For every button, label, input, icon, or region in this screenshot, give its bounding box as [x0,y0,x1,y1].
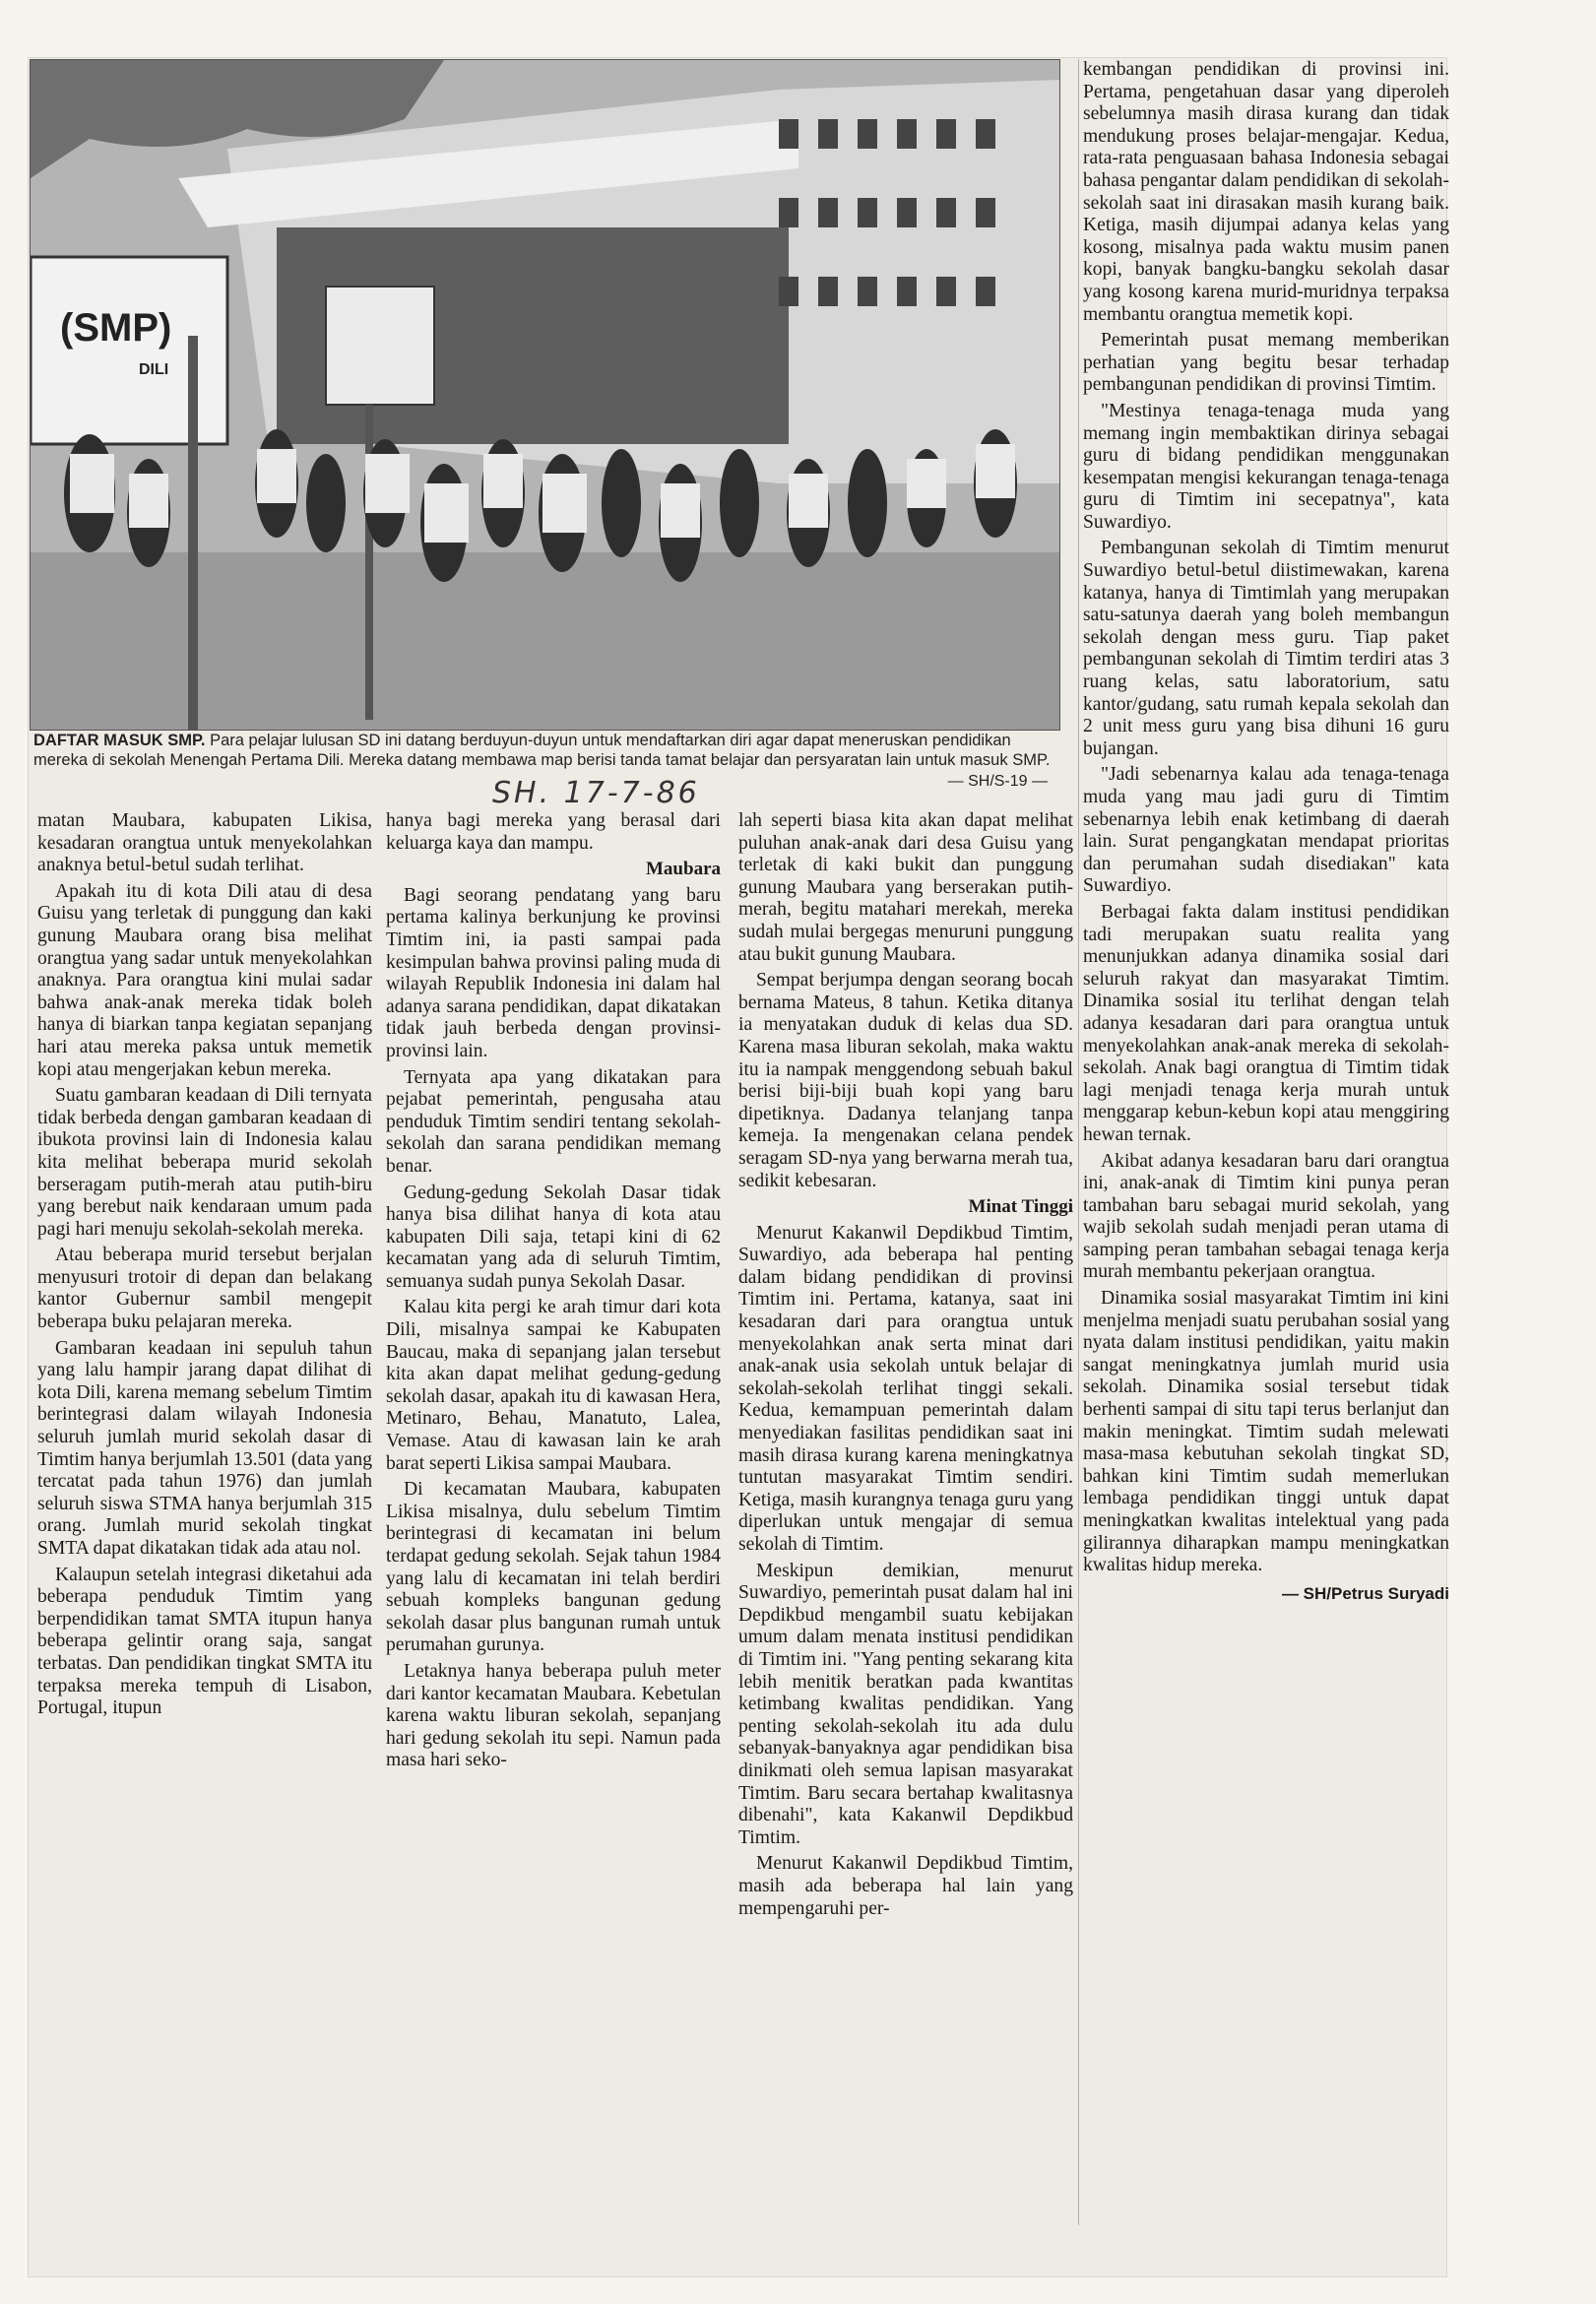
news-photo [30,59,1060,731]
article-paragraph: Berbagai fakta dalam institusi pendidikan tadi merupakan suatu realita yang menunjukkan adanya dinamika sosial dari seluruh rakyat dan masyarakat Timtim. Dinamika sosial itu terlihat dengan telah adanya kesadaran dari para orangtua untuk menyekolahkan anak-anak mereka di sekolah-sekolah. Anak bagi orangtua di Timtim tidak lagi menjadi tenaga kerja murah untuk menggarap kebun-kebun kopi atau menggiring hewan ternak. [1083,901,1449,1145]
article-paragraph: Ternyata apa yang dikatakan para pejabat pemerintah, pengusaha atau penduduk Timtim sendiri tentang sekolah-sekolah dan sarana pendidikan memang benar. [386,1066,721,1177]
article-paragraph: Kalaupun setelah integrasi diketahui ada beberapa penduduk Timtim yang berpendidikan tamat SMTA itupun hanya beberapa gelintir orang saja, sangat terbatas. Dan pendidikan tingkat SMTA itu terpaksa mereka tempuh di Lisabon, Portugal, itupun [37,1564,372,1719]
handwritten-date: SH. 17-7-86 [492,776,700,810]
photo-illustration [31,60,1059,730]
section-subheading: Maubara [646,859,721,880]
article-paragraph: Menurut Kakanwil Depdikbud Timtim, Suwardiyo, ada beberapa hal penting dalam bidang pendidikan di provinsi Timtim ini. Pertama, katanya, saat ini kesadaran dari para orangtua untuk menyekolahkan anak serta minat dari anak-anak usia sekolah untuk belajar di sekolah-sekolah terlihat tinggi sekali. Kedua, kemampuan pemerintah dalam menyediakan fasilitas pendidikan saat ini masih dirasa kurang karena meningkatnya tuntutan masyarakat Timtim sendiri. Ketiga, masih kurangnya tenaga guru yang diperlukan untuk mengajar di semua sekolah di Timtim. [738,1222,1073,1555]
article-paragraph: Suatu gambaran keadaan di Dili ternyata tidak berbeda dengan gambaran keadaan di ibukota provinsi lain di Indonesia kalau kita melihat beberapa murid sekolah berseragam putih-merah atau putih-biru yang berebut naik kendaraan umum pada pagi hari menuju sekolah-sekolah mereka. [37,1085,372,1240]
photo-sign-subtext: DILI [139,361,169,378]
article-column-3 [738,810,1073,2248]
article-paragraph: Atau beberapa murid tersebut berjalan menyusuri trotoir di depan dan belakang kantor Gubernur sambil mengepit beberapa buku pelajaran mereka. [37,1245,372,1333]
article-paragraph: Di kecamatan Maubara, kabupaten Likisa misalnya, dulu sebelum Timtim berintegrasi di kecamatan ini belum terdapat gedung sekolah. Sejak tahun 1984 yang lalu di kecamatan ini telah berdiri sebuah kompleks bangunan gedung sekolah dasar plus bangunan rumah untuk perumahan gurunya. [386,1479,721,1656]
article-paragraph: matan Maubara, kabupaten Likisa, kesadaran orangtua untuk menyekolahkan anaknya betul-betul sudah terlihat. [37,810,372,876]
photo-sign-text: (SMP) [60,306,172,350]
article-paragraph: Pembangunan sekolah di Timtim menurut Suwardiyo betul-betul diistimewakan, karena katanya, hanya di Timtimlah yang merupakan satu-satunya daerah yang boleh membangun sekolah dengan mess guru. Tiap paket pembangunan sekolah di Timtim terdiri atas 3 ruang kelas, satu laboratorium, satu kantor/gudang, satu rumah kepala sekolah dan 2 unit mess guru yang bisa dihuni 16 guru bujangan. [1083,538,1449,759]
article-paragraph: hanya bagi mereka yang berasal dari keluarga kaya dan mampu. [386,810,721,854]
article-paragraph: Apakah itu di kota Dili atau di desa Guisu yang terletak di punggung dan kaki gunung Maubara orang bisa melihat orangtua yang sadar untuk menyekolahkan anaknya. Para orangtua kini mulai sadar bahwa anak-anak mereka tidak boleh hanya di biarkan tanpa kegiatan sepanjang hari atau mereka paksa untuk memetik kopi atau mengerjakan kebun mereka. [37,880,372,1080]
article-paragraph: "Mestinya tenaga-tenaga muda yang memang ingin membaktikan dirinya sebagai guru di bidang pendidikan menggunakan kesempatan mengisi kekurangan tenaga-tenaga guru di Timtim ini secepatnya", kata Suwardiyo. [1083,400,1449,533]
article-paragraph: Sempat berjumpa dengan seorang bocah bernama Mateus, 8 tahun. Ketika ditanya ia menyatakan duduk di kelas dua SD. Karena masa liburan sekolah, maka waktu itu ia nampak menggendong sebuah bakul berisi biji-biji buah kopi yang baru dipetiknya. Dadanya telanjang tanpa kemeja. Ia mengenakan celana pendek seragam SD-nya yang berwarna merah tua, sedikit kebesaran. [738,970,1073,1191]
article-paragraph: Meskipun demikian, menurut Suwardiyo, pemerintah pusat dalam hal ini Depdikbud mengambil suatu kebijakan umum dalam menata institusi pendidikan di Timtim ini. "Yang penting sekarang kita lebih menitik beratkan pada kwantitas ketimbang kwalitas pendidikan. Yang penting sekolah-sekolah itu ada dulu sebanyak-banyaknya agar pendidikan bisa dinikmati oleh semua lapisan masyarakat Timtim. Baru secara bertahap kwalitasnya dibenahi", kata Kakanwil Depdikbud Timtim. [738,1560,1073,1848]
article-paragraph: Akibat adanya kesadaran baru dari orangtua ini, anak-anak di Timtim kini punya peran tambahan baru sebagai murid sekolah, yang wajib sekolah sudah menjadi peran utama di samping peran tambahan sebagai tenaga kerja murah membantu pekerjaan orangtua. [1083,1150,1449,1283]
article-paragraph: "Jadi sebenarnya kalau ada tenaga-tenaga muda yang mau jadi guru di Timtim sebenarnya lebih enak ketimbang di daerah lain. Surat pengangkatan mendapat prioritas dan perumahan sudah disediakan" kata Suwardiyo. [1083,764,1449,897]
section-subheading: Minat Tinggi [968,1196,1073,1218]
article-paragraph: Kalau kita pergi ke arah timur dari kota Dili, misalnya sampai ke Kabupaten Baucau, maka di sepanjang jalan tersebut kita akan dapat melihat gedung-gedung sekolah dasar, apakah itu di kawasan Hera, Metinaro, Behau, Manatuto, Lalea, Vemase. Atau di kawasan lain ke arah barat seperti Likisa sampai Maubara. [386,1297,721,1474]
article-paragraph: Bagi seorang pendatang yang baru pertama kalinya berkunjung ke provinsi Timtim ini, ia pasti sampai pada kesimpulan bahwa provinsi paling muda di wilayah Republik Indonesia ini dalam hal adanya sarana pendidikan, dapat dikatakan tidak jauh berbeda dengan provinsi-provinsi lain. [386,884,721,1061]
article-paragraph: lah seperti biasa kita akan dapat melihat puluhan anak-anak dari desa Guisu yang terletak di kaki bukit dan punggung gunung Maubara yang berserakan putih-merah, begitu matahari merekah, mereka sudah mulai bergegas menuruni punggung atau bukit gunung Maubara. [738,810,1073,965]
article-paragraph: kembangan pendidikan di provinsi ini. Pertama, pengetahuan dasar yang diperoleh sebelumnya masih dirasa kurang dan tidak mendukung proses belajar-mengajar. Kedua, rata-rata penguasaan bahasa Indonesia sebagai bahasa pengantar dalam pendidikan di sekolah-sekolah saat ini dirasakan masih kurang baik. Ketiga, masih dijumpai adanya kelas yang kosong, misalnya pada waktu musim panen kopi, banyak bangku-bangku sekolah dasar yang kosong karena murid-muridnya terpaksa membantu orangtua memetik kopi. [1083,59,1449,325]
caption-text: Para pelajar lulusan SD ini datang berduyun-duyun untuk mendaftarkan diri agar dapat meneruskan pendidikan mereka di sekolah Menengah Pertama Dili. Mereka datang membawa map berisi tanda tamat belajar dan persyaratan lain untuk masuk SMP. [33,732,1051,769]
byline: — SH/Petrus Suryadi [1281,1583,1449,1603]
article-column-2 [386,810,721,2051]
article-paragraph: Gedung-gedung Sekolah Dasar tidak hanya bisa dilihat hanya di kota atau kabupaten Dili saja, tetapi kini di 62 kecamatan yang ada di seluruh Timtim, semuanya sudah punya Sekolah Dasar. [386,1182,721,1292]
caption-credit: — SH/S-19 — [947,773,1048,790]
caption-lead: DAFTAR MASUK SMP. [33,732,206,749]
article-column-1 [37,810,372,2071]
article-paragraph: Letaknya hanya beberapa puluh meter dari kantor kecamatan Maubara. Kebetulan karena waktu liburan sekolah, sepanjang hari gedung sekolah itu sepi. Namun pada masa hari seko- [386,1660,721,1771]
article-paragraph: Gambaran keadaan ini sepuluh tahun yang lalu hampir jarang dapat dilihat di kota Dili, karena memang sebelum Timtim berintegrasi dalam wilayah Indonesia seluruh jumlah murid sekolah dasar di Timtim hanya berjumlah 13.501 (data yang tercatat pada tahun 1976) dan jumlah seluruh siswa STMA hanya berjumlah 315 orang. Jumlah murid sekolah tingkat SMTA dapat dikatakan tidak ada atau nol. [37,1337,372,1559]
article-paragraph: Pemerintah pusat memang memberikan perhatian yang begitu besar terhadap pembangunan pendidikan di provinsi Timtim. [1083,330,1449,396]
article-paragraph: Menurut Kakanwil Depdikbud Timtim, masih ada beberapa hal lain yang mempengaruhi per- [738,1853,1073,1919]
article-column-4 [1083,59,1449,2215]
article-paragraph: Dinamika sosial masyarakat Timtim ini kini menjelma menjadi suatu perubahan sosial yang nyata dalam institusi pendidikan, yaitu makin sangat meningkatnya jumlah murid usia sekolah. Dinamika sosial tersebut tidak berhenti sampai di situ tapi terus berlanjut dan makin meningkat. Timtim sudah melewati masa-masa kebutuhan sekolah tingkat SD, bahkan kini Timtim sudah memerlukan lembaga pendidikan tinggi untuk dapat meningkatkan kwalitas intelektual yang pada gilirannya diharapkan mampu meningkatkan kwalitas hidup mereka. [1083,1288,1449,1576]
column-divider [1078,59,1079,2225]
